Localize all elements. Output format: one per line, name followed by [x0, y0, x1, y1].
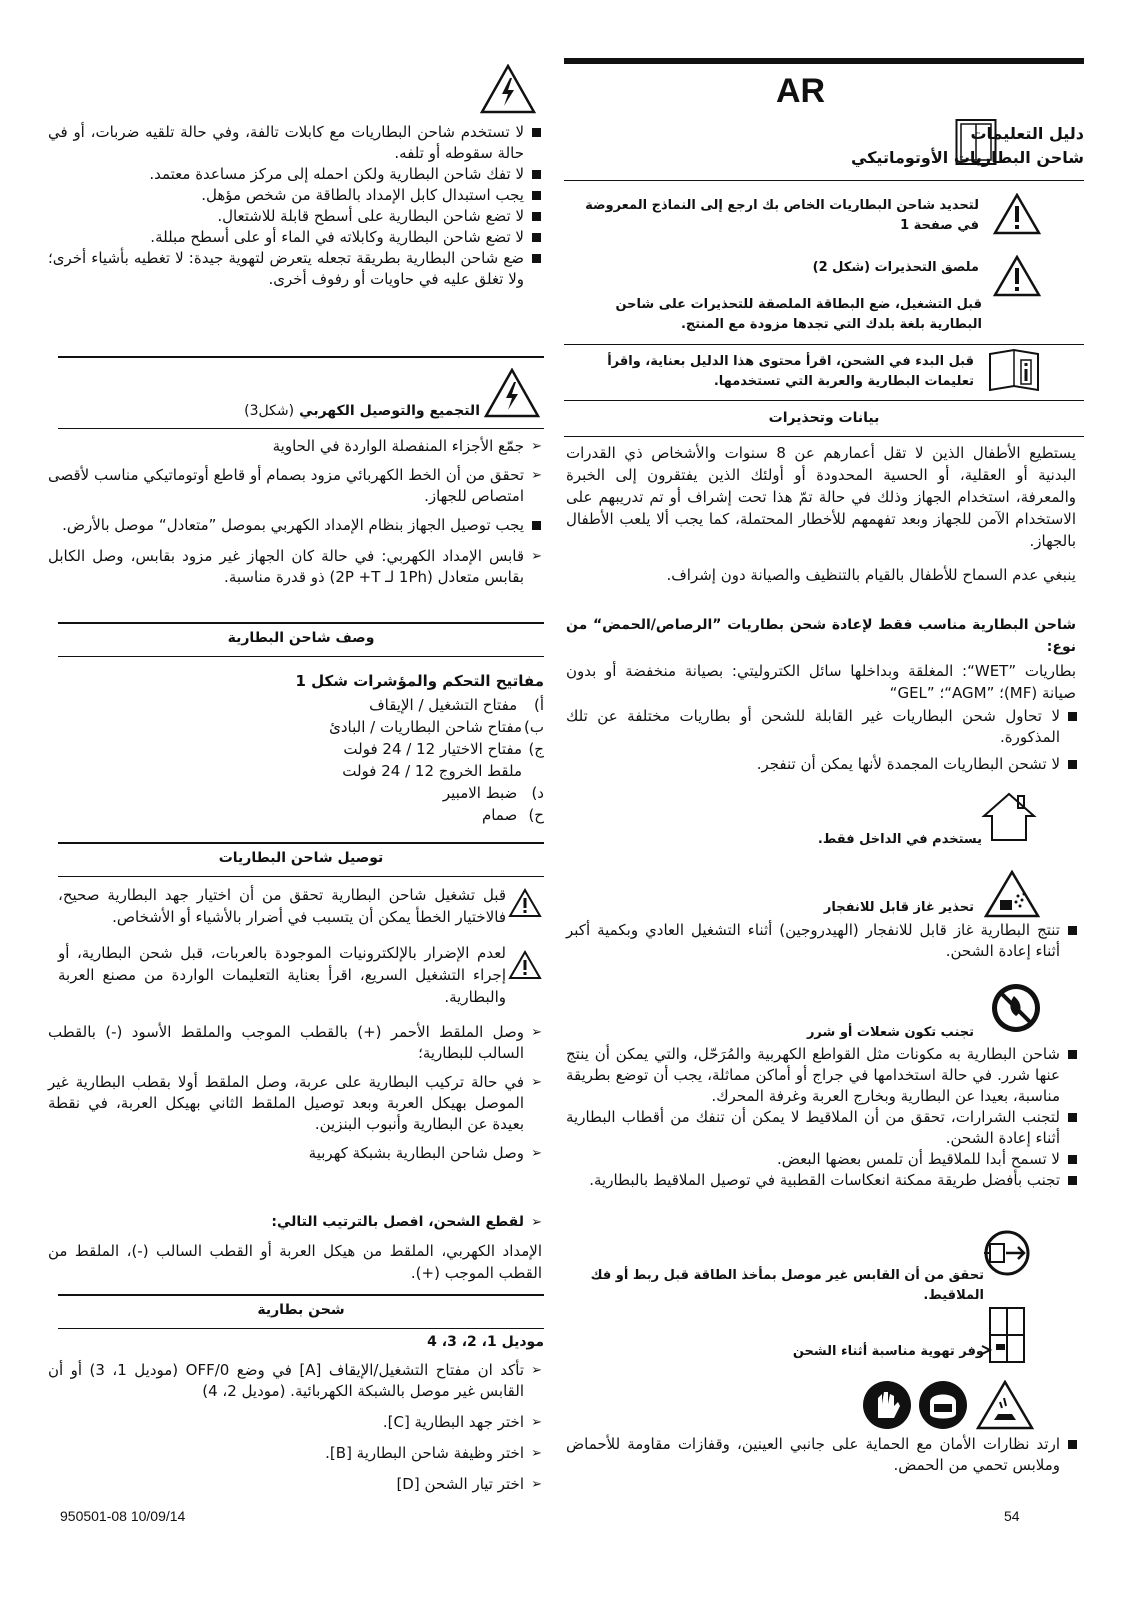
list-item: ح) صمام [481, 806, 544, 824]
list-item: يجب استبدال كابل الإمداد بالطاقة من شخص مؤهل. [48, 185, 542, 206]
rule [58, 356, 544, 358]
list-item: ➢ اختر تيار الشحن [D] [48, 1474, 542, 1495]
rule [58, 842, 544, 844]
page-number: 54 [1004, 1508, 1020, 1524]
top-rule [564, 58, 1084, 64]
voltage-warning: قبل تشغيل شاحن البطارية تحقق من أن اختيار جهد البطارية صحيح، فالاختيار الخطأ يمكن أن يتسبب في أضرار بالأشياء أو الأشخاص. [58, 886, 506, 926]
explosive-gas-icon [984, 870, 1040, 922]
list-item: لا تضع شاحن البطارية وكابلاته في الماء أو على أسطح مبللة. [48, 227, 542, 248]
manual-title: دليل التعليمات [970, 124, 1084, 143]
list-item: لا تحاول شحن البطاريات غير القابلة للشحن أو بطاريات مختلفة عن تلك المذكورة. [566, 706, 1078, 748]
rule [564, 436, 1084, 437]
list-item: لا تفك شاحن البطارية ولكن احمله إلى مركز مساعدة معتمد. [48, 164, 542, 185]
rule [58, 1328, 544, 1329]
data-warnings-heading: بيانات وتحذيرات [768, 410, 880, 426]
rule [58, 1294, 544, 1296]
warning-triangle-icon [508, 888, 542, 922]
list-item: ➢ وصل شاحن البطارية بشبكة كهربية [48, 1143, 542, 1164]
controls-list [44, 694, 544, 826]
manual-subtitle: شاحن البطاريات الأوتوماتيكي [850, 148, 1084, 167]
warning-triangle-icon [993, 255, 1041, 301]
list-item: ➢ اختر جهد البطارية [C]. [48, 1412, 542, 1433]
language-code: AR [776, 72, 826, 110]
warning-label-text: قبل التشغيل، ضع البطاقة الملصقة للتحذيرات على شاحن البطارية بلغة بلدك التي تجدها مزودة مع المنتج. [615, 297, 982, 332]
assembly-list [48, 436, 542, 588]
gloves-icon [862, 1380, 912, 1434]
cut-title-list [48, 1212, 542, 1233]
charging-steps [48, 1360, 542, 1495]
connection-steps [48, 1022, 542, 1164]
electric-hazard-icon [480, 64, 536, 118]
sparks-bullets [566, 1044, 1078, 1191]
warning-label-title: ملصق التحذيرات (شكل 2) [812, 260, 979, 275]
list-item: ➢ تأكد ان مفتاح التشغيل/الإيقاف [A] في وضع 0/OFF (موديل 1، 3) أو أن القابس غير موصل بالشبكة الكهربائية. (موديل 2، 4) [48, 1360, 542, 1402]
no-flame-icon [990, 982, 1042, 1038]
list-item: شاحن البطارية به مكونات مثل القواطع الكهربية والمُرَحّل، والتي يمكن أن ينتج عنها شرر. في حالة استخدامها في جراج أو أماكن مماثلة، يجب أن توضع بطريقة مناسبة، بعيدا عن البطارية وبخارج العربة وغرفة المحرك. [566, 1044, 1078, 1107]
ventilation-window-icon [980, 1306, 1028, 1368]
list-item: ➢ لقطع الشحن، افصل بالترتيب التالي: [48, 1212, 542, 1233]
info-book-icon [986, 348, 1042, 396]
battery-types-text: بطاريات ”WET“: المغلقة وبداخلها سائل الكتروليتي: بصيانة منخفضة أو بدون صيانة (MF)؛ ”AGM“؛ ”GEL“ [566, 662, 1076, 702]
models-label: موديل 1، 2، 3، 4 [427, 1334, 544, 1350]
children-warning-text: يستطيع الأطفال الذين لا تقل أعمارهم عن 8 سنوات والأشخاص ذي القدرات البدنية أو العقلية، أو الحسية المحدودة أو أولئك الذين يفتقرون إلى الخبرة والمعرفة، استخدام الجهاز وذلك في حالة تمّ هذا تحت إشراف أو تم تدريبهم على الاستخدام الآمن للجهاز وبعد تفهمهم للأخطار المحتملة، كما يجب ألا يلعب الأطفال بالجهاز. [566, 444, 1076, 550]
suitable-bullets [566, 706, 1078, 775]
unplug-check-note: تحقق من أن القابس غير موصل بمأخذ الطاقة قبل ربط أو فك الملاقيط. [590, 1268, 984, 1303]
model-reference: لتحديد شاحن البطاريات الخاص بك ارجع إلى النماذج المعروضة في صفحة 1 [585, 198, 979, 233]
rule [564, 400, 1084, 401]
rule [564, 344, 1084, 345]
list-item: ➢ تحقق من أن الخط الكهربائي مزود بصمام أو قاطع أوتوماتيكي مناسب لأقصى امتصاص للجهاز. [48, 466, 542, 505]
rule [58, 622, 544, 624]
list-item: لا تضع شاحن البطارية على أسطح قابلة للاشتعال. [48, 206, 542, 227]
description-heading: وصف شاحن البطارية [227, 630, 375, 646]
cut-sequence-text: الإمداد الكهربي، الملقط من هيكل العربة أو القطب السالب (-)، الملقط من القطب الموجب (+). [48, 1242, 542, 1282]
document-code: 950501-08 10/09/14 [60, 1508, 186, 1524]
list-item: لتجنب الشرارات، تحقق من أن الملاقيط لا يمكن أن تنفك من أقطاب البطارية أثناء إعادة الشحن. [566, 1107, 1078, 1149]
list-item: لا تسمح أبدا للملاقيط أن تلمس بعضها البعض. [566, 1149, 1078, 1170]
warning-triangle-icon [508, 950, 542, 984]
rule [58, 656, 544, 657]
list-item: ج)مفتاح الاختيار 12 / 24 فولت [343, 740, 544, 758]
face-shield-icon [918, 1380, 968, 1434]
list-item: ➢ قابس الإمداد الكهربي: في حالة كان الجهاز غير مزود بقابس، وصل الكابل بقابس متعادل (1Ph لـ 2P +T) ذو قدرة مناسبة. [48, 547, 542, 586]
no-sparks-title: تجنب تكون شعلات أو شرر [806, 1025, 974, 1040]
charging-heading: شحن بطارية [257, 1302, 345, 1318]
house-icon [980, 790, 1038, 848]
indoor-use-note: يستخدم في الداخل فقط. [817, 832, 982, 847]
list-item: ➢ جمّع الأجزاء المنفصلة الواردة في الحاوية [272, 437, 542, 455]
suitable-batteries-title: شاحن البطارية مناسب فقط لإعادة شحن بطاريات ”الرصاص/الحمض“ من نوع: [566, 617, 1076, 655]
list-item: ملقط الخروج 12 / 24 فولت [342, 762, 522, 780]
goggles-bullets [566, 1434, 1078, 1476]
acid-hazard-icon [976, 1380, 1034, 1434]
list-item: ب)مفتاح شاحن البطاريات / البادئ [329, 718, 544, 736]
rule [58, 876, 544, 877]
children-supervision-text: ينبغي عدم السماح للأطفال بالقيام بالتنظيف والصيانة دون إشراف. [666, 566, 1076, 584]
list-item: د) ضبط الامبير [442, 784, 544, 802]
explosive-bullets [566, 920, 1078, 962]
list-item: ارتد نظارات الأمان مع الحماية على جانبي العينين، وقفازات مقاومة للأحماض وملابس تحمي من الحمض. [566, 1434, 1078, 1476]
list-item: لا تستخدم شاحن البطاريات مع كابلات تالفة، وفي حالة تلقيه ضربات، أو في حالة سقوطه أو تلفه. [48, 122, 542, 164]
list-item: يجب توصيل الجهاز بنظام الإمداد الكهربي بموصل ”متعادل“ موصل بالأرض. [48, 515, 542, 536]
explosive-gas-title: تحذير غاز قابل للانفجار [823, 900, 974, 915]
rule [58, 428, 544, 429]
list-item: ➢ في حالة تركيب البطارية على عربة، وصل الملقط أولا بقطب البطارية غير الموصل بهيكل العربة وبعد توصيل الملقط الثاني بهيكل العربة، في نقطة بعيدة عن البطارية وأنبوب البنزين. [48, 1072, 542, 1135]
list-item: تنتج البطارية غاز قابل للانفجار (الهيدروجين) أثناء التشغيل العادي وبكمية أكبر أثناء إعادة الشحن. [566, 920, 1078, 962]
controls-title: مفاتيح التحكم والمؤشرات شكل 1 [295, 672, 544, 690]
assembly-figure-ref: (شكل3) [244, 403, 295, 419]
ventilation-note: وفر تهوية مناسبة أثناء الشحن [792, 1344, 984, 1359]
list-item: ➢ اختر وظيفة شاحن البطارية [B]. [48, 1443, 542, 1464]
warning-triangle-icon [993, 193, 1041, 239]
rule [564, 180, 1084, 181]
list-item: تجنب بأفضل طريقة ممكنة انعكاسات القطبية في توصيل الملاقيط بالبطارية. [566, 1170, 1078, 1191]
unplug-icon [976, 1230, 1038, 1280]
electronics-warning: لعدم الإضرار بالإلكترونيات الموجودة بالعربات، قبل شحن البطارية، أو إجراء التشغيل السريع، اقرأ بعناية التعليمات الواردة من مصنع العربة والبطارية. [58, 944, 506, 1006]
assembly-title: التجميع والتوصيل الكهربي [299, 403, 480, 419]
list-item: أ) مفتاح التشغيل / الإيقاف [369, 696, 544, 714]
connection-heading: توصيل شاحن البطاريات [218, 850, 384, 866]
safety-bullets [48, 122, 542, 290]
list-item: ➢ وصل الملقط الأحمر (+) بالقطب الموجب والملقط الأسود (-) بالقطب السالب للبطارية؛ [48, 1022, 542, 1064]
list-item: لا تشحن البطاريات المجمدة لأنها يمكن أن تنفجر. [566, 754, 1078, 775]
read-manual-note: قبل البدء في الشحن، اقرأ محتوى هذا الدليل بعناية، واقرأ تعليمات البطارية والعربة التي تستخدمها. [607, 354, 974, 389]
electric-hazard-icon [484, 368, 540, 422]
list-item: ضع شاحن البطارية بطريقة تجعله يتعرض لتهوية جيدة: لا تغطيه بأشياء أخرى؛ ولا تغلق عليه في حاويات أو رفوف أخرى. [48, 248, 542, 290]
